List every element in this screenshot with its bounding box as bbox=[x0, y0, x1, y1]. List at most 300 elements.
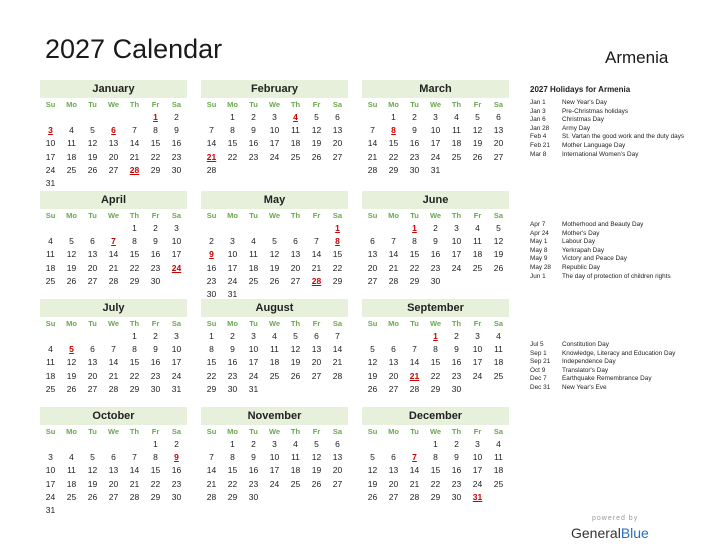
day-cell: 1 bbox=[391, 112, 396, 122]
day-cell: 8 bbox=[153, 452, 158, 463]
brand-name-blue: Blue bbox=[620, 525, 649, 541]
weekday-label: Su bbox=[45, 211, 56, 220]
empty-cell bbox=[383, 438, 404, 451]
day-cell: 26 bbox=[367, 383, 378, 394]
brand-logo[interactable] bbox=[571, 525, 649, 541]
day-cell: 2 bbox=[153, 223, 158, 233]
holiday-date: May 28 bbox=[530, 263, 551, 271]
day-cell: 7 bbox=[132, 125, 137, 136]
day-cell: 2 bbox=[454, 439, 459, 449]
day-cell: 3 bbox=[48, 452, 53, 463]
holiday-row bbox=[530, 230, 695, 239]
day-cell: 27 bbox=[87, 383, 98, 394]
weekday-label: Fr bbox=[312, 100, 321, 109]
weekday-header-row bbox=[201, 317, 348, 330]
day-cell: 24 bbox=[248, 370, 259, 381]
month-header: January bbox=[40, 80, 187, 98]
weekday-label: Th bbox=[129, 211, 140, 220]
day-cell: 7 bbox=[335, 331, 340, 341]
day-cell: 18 bbox=[45, 370, 56, 381]
holiday-date: Jul 5 bbox=[530, 341, 544, 348]
day-cell: 12 bbox=[269, 249, 280, 260]
day-cell: 22 bbox=[206, 370, 217, 381]
day-cell: 5 bbox=[69, 236, 74, 247]
day-grid bbox=[362, 111, 509, 177]
day-grid bbox=[40, 438, 187, 517]
holiday-name: Constitution Day bbox=[562, 341, 609, 348]
day-cell: 2 bbox=[412, 112, 417, 122]
weekday-label: Su bbox=[367, 100, 378, 109]
day-cell: 7 bbox=[132, 452, 137, 463]
day-cell: 23 bbox=[430, 262, 441, 273]
day-cell: 21 bbox=[108, 262, 119, 273]
holiday-date: May 8 bbox=[530, 246, 548, 254]
day-cell: 10 bbox=[430, 125, 441, 136]
empty-cell bbox=[124, 111, 145, 124]
day-cell: 20 bbox=[290, 262, 301, 273]
holiday-name: Labour Day bbox=[562, 238, 596, 246]
day-cell: 15 bbox=[227, 465, 238, 476]
day-cell: 23 bbox=[171, 151, 182, 162]
holiday-name: Pre-Christmas holidays bbox=[562, 107, 629, 115]
day-cell: 25 bbox=[290, 151, 301, 162]
day-cell: 21 bbox=[206, 478, 217, 489]
day-cell: 9 bbox=[153, 344, 158, 355]
day-cell: 1 bbox=[132, 223, 137, 233]
month-header: March bbox=[362, 80, 509, 98]
day-cell: 23 bbox=[451, 370, 462, 381]
day-cell: 16 bbox=[409, 138, 420, 149]
day-cell: 13 bbox=[332, 125, 343, 136]
day-cell: 10 bbox=[269, 452, 280, 463]
day-cell: 16 bbox=[248, 465, 259, 476]
day-cell: 14 bbox=[129, 138, 140, 149]
day-cell: 13 bbox=[332, 452, 343, 463]
weekday-label: Sa bbox=[171, 319, 182, 328]
weekday-label: Sa bbox=[493, 319, 504, 328]
holiday-name: The day of protection of children rights bbox=[562, 272, 671, 280]
day-cell: 26 bbox=[66, 275, 77, 286]
holiday-name: Victory and Peace Day bbox=[562, 255, 627, 263]
day-cell: 17 bbox=[472, 357, 483, 368]
holiday-day-cell: 8 bbox=[391, 125, 396, 136]
day-cell: 23 bbox=[248, 151, 259, 162]
month-header: October bbox=[40, 407, 187, 425]
day-cell: 30 bbox=[171, 164, 182, 175]
holiday-row bbox=[530, 350, 695, 359]
empty-cell bbox=[285, 222, 306, 235]
holiday-day-cell: 5 bbox=[69, 344, 74, 355]
day-cell: 10 bbox=[45, 138, 56, 149]
day-cell: 22 bbox=[227, 151, 238, 162]
empty-cell bbox=[61, 222, 82, 235]
weekday-label: Mo bbox=[227, 427, 238, 436]
day-cell: 5 bbox=[90, 452, 95, 463]
day-cell: 11 bbox=[452, 125, 461, 136]
day-cell: 20 bbox=[367, 262, 378, 273]
weekday-label: We bbox=[107, 100, 120, 109]
day-cell: 29 bbox=[332, 275, 343, 286]
day-cell: 26 bbox=[311, 478, 322, 489]
day-cell: 8 bbox=[230, 125, 235, 136]
day-cell: 10 bbox=[472, 452, 483, 463]
day-cell: 7 bbox=[391, 236, 396, 247]
holiday-date: Apr 7 bbox=[530, 221, 546, 228]
holiday-date: Dec 7 bbox=[530, 375, 547, 383]
month-header: July bbox=[40, 299, 187, 317]
day-cell: 13 bbox=[290, 249, 301, 260]
day-cell: 28 bbox=[409, 491, 420, 502]
day-cell: 9 bbox=[174, 125, 179, 136]
day-cell: 2 bbox=[454, 331, 459, 341]
holiday-date: Jun 1 bbox=[530, 272, 546, 280]
month-october bbox=[40, 407, 187, 517]
empty-cell bbox=[306, 222, 327, 235]
holiday-date: Jan 6 bbox=[530, 116, 546, 124]
empty-cell bbox=[61, 438, 82, 451]
day-cell: 8 bbox=[132, 236, 137, 247]
day-cell: 28 bbox=[388, 275, 399, 286]
day-grid bbox=[40, 111, 187, 190]
empty-cell bbox=[103, 222, 124, 235]
weekday-label: Mo bbox=[66, 100, 77, 109]
month-april bbox=[40, 191, 187, 288]
day-cell: 15 bbox=[150, 465, 161, 476]
weekday-label: Tu bbox=[410, 211, 419, 220]
empty-cell bbox=[243, 222, 264, 235]
day-cell: 10 bbox=[451, 236, 462, 247]
weekday-label: Tu bbox=[249, 319, 258, 328]
day-cell: 1 bbox=[433, 439, 438, 449]
weekday-header-row bbox=[362, 98, 509, 111]
day-cell: 10 bbox=[269, 125, 280, 136]
weekday-label: Fr bbox=[473, 427, 482, 436]
weekday-header-row bbox=[40, 317, 187, 330]
day-cell: 18 bbox=[269, 357, 280, 368]
day-cell: 28 bbox=[409, 383, 420, 394]
weekday-label: Su bbox=[45, 100, 56, 109]
weekday-header-row bbox=[201, 209, 348, 222]
day-cell: 17 bbox=[227, 262, 238, 273]
day-cell: 7 bbox=[370, 125, 375, 136]
month-header: June bbox=[362, 191, 509, 209]
day-cell: 22 bbox=[227, 478, 238, 489]
day-cell: 30 bbox=[206, 288, 217, 299]
holiday-date: Sep 1 bbox=[530, 349, 547, 357]
weekday-label: We bbox=[268, 427, 281, 436]
day-cell: 18 bbox=[451, 138, 462, 149]
day-cell: 13 bbox=[493, 125, 504, 136]
day-cell: 11 bbox=[494, 452, 503, 463]
holiday-date: May 1 bbox=[530, 238, 548, 246]
day-cell: 12 bbox=[367, 357, 378, 368]
day-cell: 18 bbox=[493, 465, 504, 476]
holiday-date: Mar 8 bbox=[530, 150, 547, 158]
day-cell: 20 bbox=[108, 151, 119, 162]
day-cell: 6 bbox=[335, 112, 340, 122]
holiday-date: May 9 bbox=[530, 255, 548, 263]
day-cell: 11 bbox=[270, 344, 279, 355]
holiday-name: Mother's Day bbox=[562, 229, 600, 237]
day-cell: 5 bbox=[90, 125, 95, 136]
day-cell: 12 bbox=[66, 249, 77, 260]
day-cell: 17 bbox=[171, 357, 182, 368]
day-cell: 16 bbox=[227, 357, 238, 368]
holiday-name: Army Day bbox=[562, 124, 591, 132]
weekday-label: Su bbox=[45, 427, 56, 436]
empty-cell bbox=[404, 438, 425, 451]
empty-cell bbox=[103, 111, 124, 124]
day-cell: 25 bbox=[472, 262, 483, 273]
day-cell: 20 bbox=[87, 370, 98, 381]
day-cell: 24 bbox=[472, 478, 483, 489]
weekday-label: Sa bbox=[171, 100, 182, 109]
day-cell: 4 bbox=[272, 331, 277, 341]
weekday-label: Sa bbox=[171, 211, 182, 220]
day-cell: 3 bbox=[475, 439, 480, 449]
day-cell: 9 bbox=[454, 344, 459, 355]
weekday-label: Tu bbox=[88, 427, 97, 436]
page-title: 2027 Calendar bbox=[45, 34, 223, 64]
day-cell: 13 bbox=[388, 465, 399, 476]
day-cell: 15 bbox=[150, 138, 161, 149]
day-cell: 20 bbox=[87, 262, 98, 273]
day-cell: 16 bbox=[150, 249, 161, 260]
day-cell: 28 bbox=[367, 164, 378, 175]
day-cell: 27 bbox=[332, 478, 343, 489]
holiday-row bbox=[530, 125, 695, 134]
weekday-label: Fr bbox=[151, 427, 160, 436]
weekday-label: Mo bbox=[66, 319, 77, 328]
day-cell: 24 bbox=[269, 151, 280, 162]
weekday-label: Fr bbox=[473, 211, 482, 220]
holiday-row bbox=[530, 99, 695, 108]
empty-cell bbox=[201, 222, 222, 235]
weekday-label: Mo bbox=[66, 427, 77, 436]
day-cell: 15 bbox=[430, 357, 441, 368]
day-cell: 27 bbox=[108, 491, 119, 502]
day-cell: 2 bbox=[230, 331, 235, 341]
weekday-label: Tu bbox=[88, 319, 97, 328]
holiday-day-cell: 6 bbox=[111, 125, 116, 136]
day-cell: 14 bbox=[108, 357, 119, 368]
holiday-row bbox=[530, 238, 695, 247]
day-cell: 29 bbox=[150, 491, 161, 502]
weekday-label: Tu bbox=[410, 427, 419, 436]
day-cell: 5 bbox=[370, 452, 375, 463]
day-cell: 5 bbox=[293, 331, 298, 341]
weekday-label: Fr bbox=[473, 319, 482, 328]
day-cell: 20 bbox=[332, 465, 343, 476]
weekday-label: Fr bbox=[151, 319, 160, 328]
empty-cell bbox=[82, 111, 103, 124]
day-cell: 7 bbox=[209, 452, 214, 463]
day-cell: 2 bbox=[153, 331, 158, 341]
day-cell: 30 bbox=[430, 275, 441, 286]
day-cell: 8 bbox=[433, 452, 438, 463]
holiday-day-cell: 1 bbox=[335, 223, 340, 233]
day-cell: 21 bbox=[311, 262, 322, 273]
day-cell: 13 bbox=[108, 465, 119, 476]
day-cell: 16 bbox=[206, 262, 217, 273]
holiday-name: Christmas Day bbox=[562, 116, 604, 124]
day-cell: 6 bbox=[90, 344, 95, 355]
day-cell: 14 bbox=[206, 138, 217, 149]
day-cell: 15 bbox=[430, 465, 441, 476]
day-cell: 27 bbox=[311, 370, 322, 381]
holiday-name: New Year's Eve bbox=[562, 383, 607, 391]
weekday-header-row bbox=[40, 98, 187, 111]
day-cell: 14 bbox=[409, 357, 420, 368]
holiday-day-cell: 1 bbox=[433, 331, 438, 341]
day-cell: 6 bbox=[370, 236, 375, 247]
weekday-label: Tu bbox=[249, 211, 258, 220]
day-grid bbox=[40, 222, 187, 288]
day-grid bbox=[201, 111, 348, 177]
holiday-day-cell: 9 bbox=[209, 249, 214, 260]
day-cell: 24 bbox=[45, 164, 56, 175]
empty-cell bbox=[82, 438, 103, 451]
holiday-date: Dec 31 bbox=[530, 383, 551, 391]
day-cell: 21 bbox=[409, 478, 420, 489]
day-cell: 1 bbox=[230, 112, 235, 122]
day-cell: 29 bbox=[150, 164, 161, 175]
day-cell: 1 bbox=[209, 331, 214, 341]
day-cell: 26 bbox=[87, 491, 98, 502]
weekday-label: Th bbox=[451, 427, 462, 436]
day-cell: 24 bbox=[227, 275, 238, 286]
day-cell: 5 bbox=[314, 439, 319, 449]
day-cell: 7 bbox=[314, 236, 319, 247]
empty-cell bbox=[103, 330, 124, 343]
day-cell: 30 bbox=[409, 164, 420, 175]
month-june bbox=[362, 191, 509, 288]
day-cell: 3 bbox=[174, 331, 179, 341]
weekday-label: Th bbox=[129, 319, 140, 328]
empty-cell bbox=[362, 330, 383, 343]
holiday-row bbox=[530, 151, 695, 160]
day-cell: 8 bbox=[433, 344, 438, 355]
day-cell: 27 bbox=[332, 151, 343, 162]
day-grid bbox=[201, 222, 348, 301]
day-cell: 30 bbox=[150, 383, 161, 394]
day-cell: 9 bbox=[230, 344, 235, 355]
day-cell: 4 bbox=[496, 331, 501, 341]
holiday-day-cell: 21 bbox=[206, 151, 217, 162]
empty-cell bbox=[222, 222, 243, 235]
day-cell: 6 bbox=[90, 236, 95, 247]
day-cell: 3 bbox=[174, 223, 179, 233]
day-grid bbox=[40, 330, 187, 396]
weekday-label: We bbox=[268, 211, 281, 220]
day-cell: 19 bbox=[87, 151, 98, 162]
day-cell: 26 bbox=[367, 491, 378, 502]
holiday-group bbox=[530, 85, 695, 159]
holiday-day-cell: 7 bbox=[412, 452, 417, 463]
weekday-label: Su bbox=[367, 427, 378, 436]
empty-cell bbox=[40, 222, 61, 235]
weekday-label: Fr bbox=[312, 211, 321, 220]
empty-cell bbox=[264, 222, 285, 235]
day-cell: 9 bbox=[412, 125, 417, 136]
month-august bbox=[201, 299, 348, 396]
day-cell: 26 bbox=[87, 164, 98, 175]
holiday-name: St. Vartan the good work and the duty days bbox=[562, 133, 685, 141]
day-cell: 28 bbox=[108, 275, 119, 286]
holiday-name: Mother Language Day bbox=[562, 141, 626, 149]
day-cell: 2 bbox=[251, 112, 256, 122]
weekday-label: Fr bbox=[151, 211, 160, 220]
holiday-group bbox=[530, 221, 695, 281]
day-cell: 7 bbox=[412, 344, 417, 355]
weekday-label: We bbox=[107, 319, 120, 328]
holiday-name: Independence Day bbox=[562, 358, 616, 366]
day-cell: 18 bbox=[472, 249, 483, 260]
holiday-row bbox=[530, 341, 695, 350]
day-cell: 8 bbox=[153, 125, 158, 136]
holiday-row bbox=[530, 264, 695, 273]
weekday-label: Th bbox=[451, 100, 462, 109]
day-cell: 3 bbox=[230, 236, 235, 247]
day-cell: 9 bbox=[251, 452, 256, 463]
weekday-label: Th bbox=[129, 427, 140, 436]
day-cell: 17 bbox=[171, 249, 182, 260]
month-september bbox=[362, 299, 509, 396]
weekday-label: Su bbox=[206, 211, 217, 220]
day-cell: 31 bbox=[430, 164, 441, 175]
holiday-day-cell: 31 bbox=[472, 491, 483, 502]
day-cell: 6 bbox=[335, 439, 340, 449]
day-cell: 23 bbox=[227, 370, 238, 381]
day-cell: 19 bbox=[472, 138, 483, 149]
day-cell: 25 bbox=[66, 491, 77, 502]
weekday-label: Th bbox=[290, 319, 301, 328]
day-cell: 20 bbox=[108, 478, 119, 489]
day-cell: 12 bbox=[66, 357, 77, 368]
empty-cell bbox=[61, 330, 82, 343]
day-cell: 18 bbox=[248, 262, 259, 273]
day-cell: 20 bbox=[311, 357, 322, 368]
day-cell: 19 bbox=[367, 370, 378, 381]
day-cell: 24 bbox=[45, 491, 56, 502]
day-cell: 3 bbox=[454, 223, 459, 233]
day-cell: 5 bbox=[496, 223, 501, 233]
holiday-day-cell: 28 bbox=[129, 164, 140, 175]
day-cell: 8 bbox=[132, 344, 137, 355]
day-cell: 27 bbox=[493, 151, 504, 162]
day-cell: 14 bbox=[108, 249, 119, 260]
holiday-row bbox=[530, 358, 695, 367]
day-grid bbox=[362, 222, 509, 288]
weekday-label: Tu bbox=[88, 100, 97, 109]
day-cell: 2 bbox=[174, 439, 179, 449]
day-cell: 1 bbox=[132, 331, 137, 341]
day-cell: 29 bbox=[388, 164, 399, 175]
day-cell: 25 bbox=[493, 478, 504, 489]
day-cell: 29 bbox=[430, 491, 441, 502]
day-cell: 8 bbox=[412, 236, 417, 247]
weekday-label: Th bbox=[451, 211, 462, 220]
day-cell: 15 bbox=[227, 138, 238, 149]
day-cell: 4 bbox=[496, 439, 501, 449]
weekday-label: We bbox=[429, 427, 442, 436]
day-cell: 3 bbox=[272, 112, 277, 122]
day-cell: 14 bbox=[206, 465, 217, 476]
weekday-label: Su bbox=[45, 319, 56, 328]
day-cell: 11 bbox=[291, 125, 300, 136]
day-cell: 28 bbox=[108, 383, 119, 394]
day-cell: 6 bbox=[314, 331, 319, 341]
